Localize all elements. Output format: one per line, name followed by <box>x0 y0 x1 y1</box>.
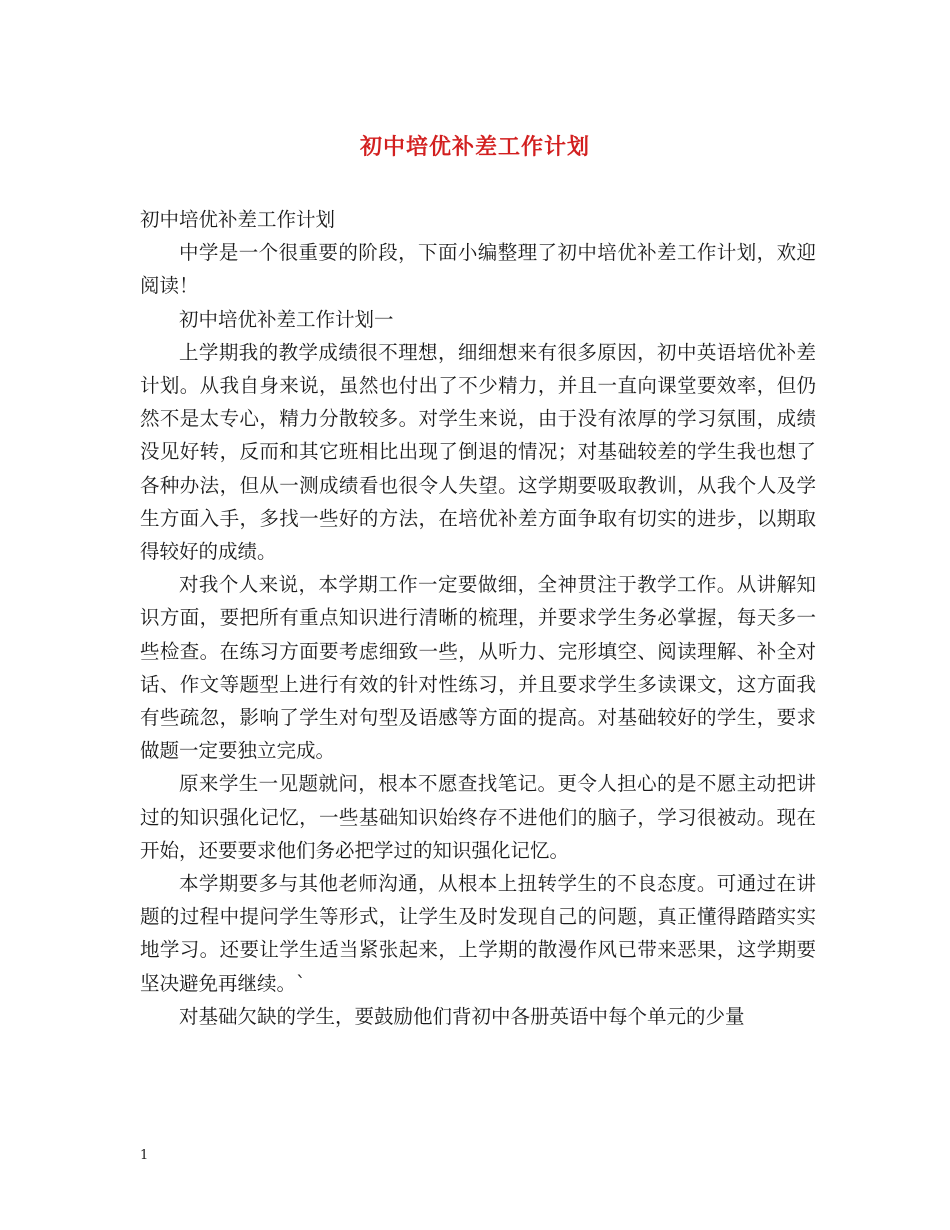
document-title: 初中培优补差工作计划 <box>359 134 590 160</box>
paragraph-intro: 中学是一个很重要的阶段，下面小编整理了初中培优补差工作计划，欢迎阅读！ <box>140 241 816 298</box>
paragraph-2: 对我个人来说，本学期工作一定要做细，全神贯注于教学工作。从讲解知识方面，要把所有重点知识进行清晰的梳理，并要求学生务必掌握，每天多一些检查。在练习方面要考虑细致一些，从听力、完形填空、阅读理解、补全对话、作文等题型上进行有效的针对性练习，并且要求学生多读课文，这方面我有些疏忽，影响了学生对句型及语感等方面的提高。对基础较好的学生，要求做题一定要独立完成。 <box>140 573 816 763</box>
paragraph-5: 对基础欠缺的学生，要鼓励他们背初中各册英语中每个单元的少量 <box>179 1004 745 1028</box>
paragraph-4: 本学期要多与其他老师沟通，从根本上扭转学生的不良态度。可通过在讲题的过程中提问学生等形式，让学生及时发现自己的问题，真正懂得踏踏实实地学习。还要让学生适当紧张起来，上学期的散漫作风已带来恶果，这学期要坚决避免再继续。` <box>140 872 816 995</box>
paragraph-heading: 初中培优补差工作计划 <box>140 208 336 231</box>
document-body <box>140 203 816 1033</box>
page-number: 1 <box>140 1148 149 1163</box>
paragraph-3: 原来学生一见题就问，根本不愿查找笔记。更令人担心的是不愿主动把讲过的知识强化记忆，一些基础知识始终存不进他们的脑子，学习很被动。现在开始，还要要求他们务必把学过的知识强化记忆。 <box>140 772 816 862</box>
paragraph-section-title: 初中培优补差工作计划一 <box>179 307 394 331</box>
paragraph-1: 上学期我的教学成绩很不理想，细细想来有很多原因，初中英语培优补差计划。从我自身来说，虽然也付出了不少精力，并且一直向课堂要效率，但仍然不是太专心，精力分散较多。对学生来说，由于没有浓厚的学习氛围，成绩没见好转，反而和其它班相比出现了倒退的情况；对基础较差的学生我也想了各种办法，但从一测成绩看也很令人失望。这学期要吸取教训，从我个人及学生方面入手，多找一些好的方法，在培优补差方面争取有切实的进步，以期取得较好的成绩。 <box>140 340 816 564</box>
